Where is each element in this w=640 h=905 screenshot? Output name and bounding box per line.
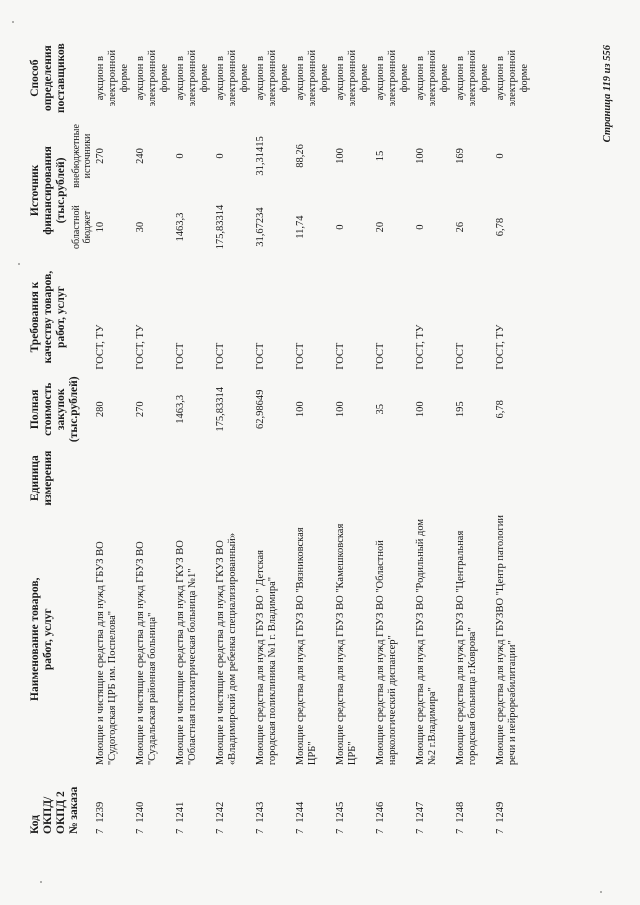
- okpd-code: 7: [375, 828, 386, 834]
- cell-code: [494, 768, 534, 837]
- cell-requirements: ГОСТ, ТУ: [415, 324, 426, 370]
- cell-name: Моющие средства для нужд ГБУЗ ВО "Вязниковская ЦРБ": [295, 527, 319, 766]
- table-row: [374, 37, 414, 837]
- header-req-line: работ, услуг: [54, 286, 67, 348]
- header-cost-line: закупок: [54, 388, 67, 431]
- header-unit-line: измерения: [41, 450, 54, 506]
- cell-name: Моющие средства для нужд ГБУЗ ВО "Центральная городская больница г.Коврова": [455, 530, 479, 766]
- cell-name: Моющие средства для нужд ГБУЗ ВО "Камешковская ЦРБ": [335, 523, 359, 766]
- cell-name: Моющие и чистящие средства для нужд ГБУЗ ВО "Судогодская ЦРБ им. Поспелова": [95, 541, 119, 766]
- cell-source-regional: 6,78: [495, 217, 506, 237]
- table-body: [94, 37, 534, 837]
- cell-requirements: ГОСТ: [255, 342, 266, 370]
- header-source: [28, 119, 69, 261]
- cell-cost: 195: [455, 401, 466, 418]
- cell-code: [374, 768, 414, 837]
- cell-method: аукцион в электронной форме: [255, 49, 291, 107]
- header-name: [28, 510, 94, 768]
- cell-unit: [94, 446, 134, 510]
- cell-name: Моющие и чистящие средства для нужд ГКУЗ ВО «Владимирский дом ребенка специализированный»: [215, 532, 239, 766]
- cell-cost: 62,98649: [255, 389, 266, 429]
- header-code-line: ОКПД 2: [54, 791, 67, 834]
- cell-unit: [254, 446, 294, 510]
- cell-source-extra: 15: [375, 150, 386, 162]
- cell-source-extra: 0: [495, 153, 506, 159]
- cell-cost: 280: [95, 401, 106, 418]
- header-method-line: определения: [41, 45, 54, 111]
- cell-name: Моющие средства для нужд ГБУЗ ВО "Областной наркологический диспансер": [375, 540, 399, 766]
- cell-requirements: ГОСТ, ТУ: [495, 324, 506, 370]
- cell-cost: 100: [335, 401, 346, 418]
- cell-source-regional: 10: [95, 221, 106, 233]
- header-method-line: Способ: [29, 59, 41, 97]
- header-code: [28, 768, 94, 837]
- cell-method: аукцион в электронной форме: [455, 49, 491, 107]
- cell-source-regional: 20: [375, 221, 386, 233]
- cell-name: Моющие средства для нужд ГБУЗ ВО " Детская городская поликлиника №1 г. Владимира": [255, 550, 279, 766]
- cell-code: [254, 768, 294, 837]
- cell-source-extra: 0: [215, 153, 226, 159]
- cell-source-extra: 240: [135, 148, 146, 164]
- header-req-line: Требования к: [29, 281, 41, 353]
- cell-cost: 1463,3: [175, 394, 186, 424]
- header-code-line: Код: [29, 814, 41, 834]
- cell-code: [334, 768, 374, 837]
- header-name-line: Наименование товаров,: [29, 577, 41, 701]
- cell-unit: [294, 446, 334, 510]
- cell-method: аукцион в электронной форме: [415, 49, 451, 107]
- header-cost-line: Полная: [29, 389, 41, 430]
- order-number: 1244: [295, 801, 306, 823]
- cell-method: аукцион в электронной форме: [375, 49, 411, 107]
- cell-requirements: ГОСТ: [295, 342, 306, 370]
- scan-speck: [600, 891, 602, 893]
- order-number: 1242: [215, 801, 226, 823]
- cell-unit: [454, 446, 494, 510]
- cell-cost: 270: [135, 401, 146, 418]
- cell-method: аукцион в электронной форме: [495, 49, 531, 107]
- cell-name: Моющие и чистящие средства для нужд ГКУЗ ВО "Областная психиатрическая больница №1": [175, 540, 199, 766]
- table-row: [254, 37, 294, 837]
- header-source-line: Источник: [29, 164, 41, 217]
- cell-code: [414, 768, 454, 837]
- table-row: [414, 37, 454, 837]
- okpd-code: 7: [335, 828, 346, 834]
- header-cost-line: (тыс.рублей): [67, 376, 80, 443]
- header-source-regional: областной бюджет: [70, 205, 93, 249]
- table-row: [494, 37, 534, 837]
- okpd-code: 7: [135, 828, 146, 834]
- okpd-code: 7: [255, 828, 266, 834]
- cell-method: аукцион в электронной форме: [295, 49, 331, 107]
- cell-requirements: ГОСТ, ТУ: [135, 324, 146, 370]
- scan-speck: [12, 21, 14, 23]
- table-row: [214, 37, 254, 837]
- header-unit-line: Единица: [29, 455, 41, 502]
- cell-method: аукцион в электронной форме: [335, 49, 371, 107]
- order-number: 1248: [455, 801, 466, 823]
- cell-requirements: ГОСТ: [455, 342, 466, 370]
- header-cost-line: стоимость: [41, 382, 54, 436]
- cell-source-regional: 11,74: [295, 215, 306, 239]
- order-number: 1245: [335, 801, 346, 823]
- okpd-code: 7: [455, 828, 466, 834]
- cell-requirements: ГОСТ: [175, 342, 186, 370]
- order-number: 1243: [255, 801, 266, 823]
- table-row: [134, 37, 174, 837]
- okpd-code: 7: [215, 828, 226, 834]
- header-code-line: № заказа: [67, 786, 80, 834]
- order-number: 1246: [375, 801, 386, 823]
- table-row: [94, 37, 134, 837]
- header-req-line: качеству товаров,: [41, 270, 54, 364]
- cell-source-extra: 100: [335, 148, 346, 164]
- header-source-line: (тыс.рублей): [54, 157, 67, 224]
- cell-cost: 175,83314: [215, 386, 226, 432]
- table-row: [174, 37, 214, 837]
- cell-method: аукцион в электронной форме: [215, 49, 251, 107]
- okpd-code: 7: [415, 828, 426, 834]
- cell-requirements: ГОСТ, ТУ: [95, 324, 106, 370]
- header-source-extra: внебюджетные источники: [70, 124, 93, 188]
- scan-speck: [40, 881, 42, 883]
- cell-name: Моющие средства для нужд ГБУЗВО "Центр патологии речи и нейрореабилитации": [495, 515, 519, 766]
- order-number: 1241: [175, 801, 186, 823]
- cell-code: [294, 768, 334, 837]
- cell-method: аукцион в электронной форме: [135, 49, 171, 107]
- cell-source-regional: 26: [455, 221, 466, 233]
- cell-method: аукцион в электронной форме: [175, 49, 211, 107]
- cell-code: [174, 768, 214, 837]
- okpd-code: 7: [175, 828, 186, 834]
- cell-requirements: ГОСТ: [335, 342, 346, 370]
- cell-method: аукцион в электронной форме: [95, 49, 131, 107]
- header-cost: [28, 373, 94, 446]
- header-unit: [28, 446, 94, 510]
- cell-name: Моющие и чистящие средства для нужд ГБУЗ ВО "Суздальская районная больница": [135, 541, 159, 766]
- cell-code: [134, 768, 174, 837]
- table-row: [454, 37, 494, 837]
- cell-source-extra: 270: [95, 148, 106, 164]
- cell-cost: 35: [375, 404, 386, 415]
- order-number: 1240: [135, 801, 146, 823]
- table-row: [294, 37, 334, 837]
- cell-source-regional: 31,67234: [255, 207, 266, 247]
- cell-cost: 6,78: [495, 400, 506, 419]
- header-requirements: [28, 262, 94, 373]
- cell-unit: [414, 446, 454, 510]
- cell-source-regional: 0: [415, 224, 426, 230]
- cell-source-regional: 30: [135, 221, 146, 233]
- cell-unit: [494, 446, 534, 510]
- cell-requirements: ГОСТ: [375, 342, 386, 370]
- cell-source-extra: 0: [175, 153, 186, 159]
- cell-source-regional: 1463,3: [175, 212, 186, 242]
- okpd-code: 7: [95, 828, 106, 834]
- okpd-code: 7: [295, 828, 306, 834]
- scan-speck: [18, 263, 20, 265]
- cell-cost: 100: [295, 401, 306, 418]
- cell-name: Моющие средства для нужд ГБУЗ ВО "Родильный дом №2 г.Владимира": [415, 518, 439, 766]
- cell-code: [454, 768, 494, 837]
- cell-source-extra: 169: [455, 148, 466, 164]
- order-number: 1249: [495, 801, 506, 823]
- header-method-line: поставщиков: [54, 43, 67, 113]
- procurement-table: [28, 37, 534, 837]
- cell-source-regional: 0: [335, 224, 346, 230]
- cell-source-extra: 88,26: [295, 144, 306, 168]
- cell-cost: 100: [415, 401, 426, 418]
- cell-code: [214, 768, 254, 837]
- cell-source-extra: 100: [415, 148, 426, 164]
- cell-code: [94, 768, 134, 837]
- order-number: 1247: [415, 801, 426, 823]
- header-code-line: ОКПД/: [41, 796, 54, 834]
- cell-unit: [334, 446, 374, 510]
- header-method: [28, 37, 94, 119]
- header-source-line: финансирования: [41, 146, 54, 235]
- page-number: Страница 119 из 556: [602, 45, 613, 143]
- okpd-code: 7: [495, 828, 506, 834]
- cell-requirements: ГОСТ: [215, 342, 226, 370]
- table-header-row: [28, 37, 69, 837]
- cell-unit: [214, 446, 254, 510]
- cell-source-extra: 31,31415: [255, 136, 266, 176]
- table-row: [334, 37, 374, 837]
- cell-unit: [134, 446, 174, 510]
- cell-unit: [374, 446, 414, 510]
- header-name-line: работ, услуг: [41, 608, 54, 671]
- cell-unit: [174, 446, 214, 510]
- order-number: 1239: [95, 801, 106, 823]
- cell-source-regional: 175,83314: [215, 204, 226, 250]
